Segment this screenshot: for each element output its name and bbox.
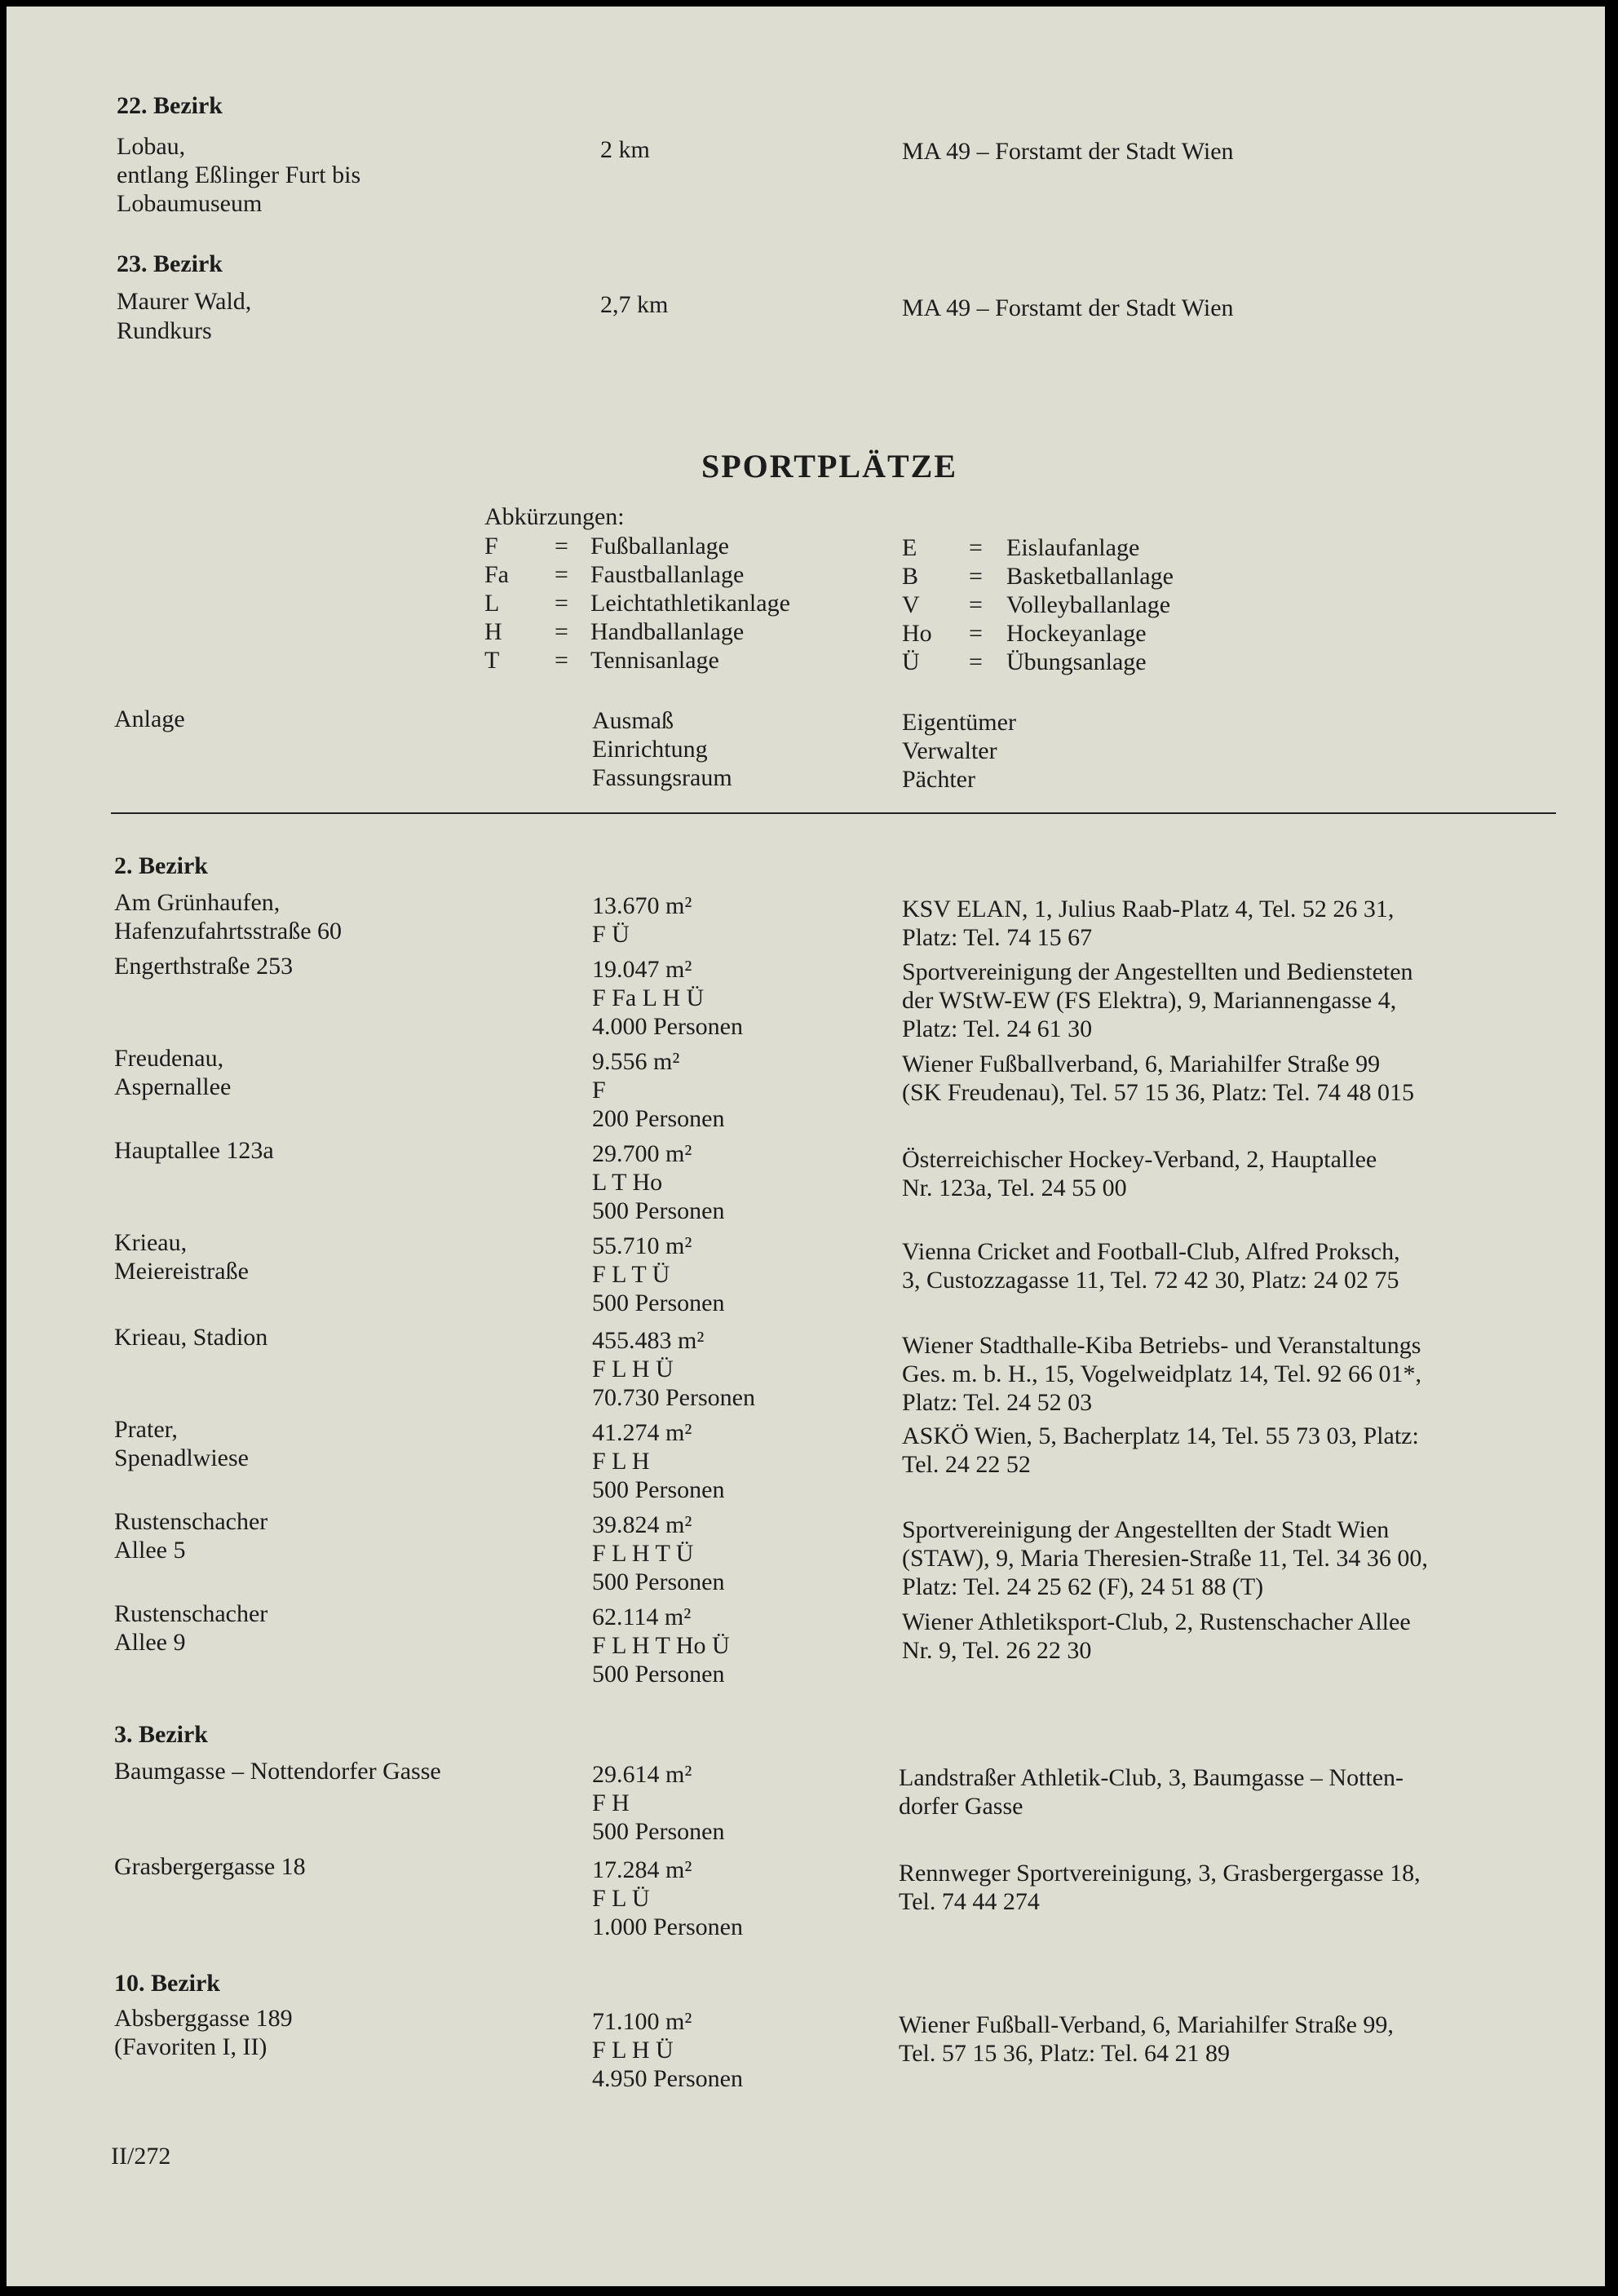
abbrev-code: H <box>484 618 502 645</box>
facility-owner: Nr. 123a, Tel. 24 55 00 <box>902 1175 1127 1201</box>
abbrev-code: Ü <box>902 648 920 675</box>
facility-details: 29.614 m² <box>592 1761 692 1788</box>
facility-owner: Platz: Tel. 24 61 30 <box>902 1015 1093 1042</box>
facility-details: 41.274 m² <box>592 1419 692 1446</box>
facility-name: Engerthstraße 253 <box>114 953 294 980</box>
abbrev-text: Leichtathletikanlage <box>590 590 790 617</box>
facility-details: 19.047 m² <box>592 956 692 983</box>
facility-name: Baumgasse – Nottendorfer Gasse <box>114 1758 441 1785</box>
abbrev-eq: = <box>555 590 568 617</box>
abbrev-text: Übungsanlage <box>1006 648 1147 675</box>
facility-name: Rustenschacher <box>114 1600 268 1627</box>
facility-details: L T Ho <box>592 1169 663 1196</box>
section-title: SPORTPLÄTZE <box>701 448 957 484</box>
facility-owner: Platz: Tel. 74 15 67 <box>902 924 1093 951</box>
abbrev-eq: = <box>555 533 568 560</box>
column-header-owner: Verwalter <box>902 737 997 764</box>
route-owner: MA 49 – Forstamt der Stadt Wien <box>902 294 1234 321</box>
facility-owner: ASKÖ Wien, 5, Bacherplatz 14, Tel. 55 73 03, Platz: <box>902 1422 1419 1449</box>
facility-owner: Tel. 57 15 36, Platz: Tel. 64 21 89 <box>899 2040 1231 2067</box>
facility-owner: Tel. 24 22 52 <box>902 1451 1031 1478</box>
page-number: II/272 <box>111 2143 171 2170</box>
facility-details: 500 Personen <box>592 1197 725 1224</box>
facility-details: 500 Personen <box>592 1818 725 1845</box>
facility-details: 500 Personen <box>592 1661 725 1688</box>
facility-details: F L T Ü <box>592 1261 670 1288</box>
facility-details: F L Ü <box>592 1885 650 1912</box>
route-owner: MA 49 – Forstamt der Stadt Wien <box>902 138 1234 165</box>
facility-details: 55.710 m² <box>592 1232 692 1259</box>
abbrev-code: V <box>902 591 920 618</box>
facility-owner: Sportvereinigung der Angestellten und Bediensteten <box>902 958 1413 985</box>
route-name: Lobau, <box>117 133 186 160</box>
facility-owner: 3, Custozzagasse 11, Tel. 72 42 30, Platz: 24 02 75 <box>902 1267 1399 1294</box>
facility-name: Krieau, <box>114 1229 188 1256</box>
facility-owner: Rennweger Sportvereinigung, 3, Grasbergergasse 18, <box>899 1860 1421 1887</box>
abbrev-eq: = <box>969 534 983 561</box>
facility-owner: Wiener Fußball-Verband, 6, Mariahilfer Straße 99, <box>899 2011 1394 2038</box>
facility-name: Aspernallee <box>114 1073 232 1100</box>
abbrev-text: Basketballanlage <box>1006 563 1174 590</box>
abbrev-eq: = <box>969 591 983 618</box>
facility-owner: Wiener Athletiksport-Club, 2, Rustenschacher Allee <box>902 1608 1411 1635</box>
facility-details: F L H T Ü <box>592 1540 694 1567</box>
facility-details: 71.100 m² <box>592 2008 692 2035</box>
facility-name: (Favoriten I, II) <box>114 2033 267 2060</box>
facility-name: Meiereistraße <box>114 1258 249 1285</box>
facility-name: Freudenau, <box>114 1045 224 1072</box>
facility-name: Allee 5 <box>114 1537 186 1564</box>
facility-details: F Fa L H Ü <box>592 984 705 1011</box>
route-name: Lobaumuseum <box>117 190 263 217</box>
facility-name: Hauptallee 123a <box>114 1137 274 1164</box>
abbreviations-label: Abkürzungen: <box>484 503 625 530</box>
facility-owner: (STAW), 9, Maria Theresien-Straße 11, Tel. 34 36 00, <box>902 1545 1428 1572</box>
district-heading: 10. Bezirk <box>114 1970 220 1997</box>
abbrev-text: Fußballanlage <box>590 533 729 560</box>
abbrev-text: Tennisanlage <box>590 647 719 674</box>
facility-name: Hafenzufahrtsstraße 60 <box>114 918 343 945</box>
abbrev-code: B <box>902 563 919 590</box>
facility-details: F L H Ü <box>592 2037 674 2064</box>
abbrev-code: E <box>902 534 917 561</box>
facility-details: 29.700 m² <box>592 1140 692 1167</box>
facility-details: 39.824 m² <box>592 1511 692 1538</box>
district-heading: 23. Bezirk <box>117 250 223 277</box>
facility-owner: Platz: Tel. 24 25 62 (F), 24 51 88 (T) <box>902 1573 1264 1600</box>
facility-owner: Nr. 9, Tel. 26 22 30 <box>902 1637 1092 1664</box>
facility-details: 500 Personen <box>592 1290 725 1316</box>
facility-details: F L H <box>592 1448 650 1475</box>
facility-owner: Tel. 74 44 274 <box>899 1888 1040 1915</box>
abbrev-eq: = <box>555 618 568 645</box>
header-divider <box>111 812 1556 814</box>
district-heading: 2. Bezirk <box>114 852 208 879</box>
facility-owner: Platz: Tel. 24 52 03 <box>902 1389 1093 1416</box>
facility-details: 70.730 Personen <box>592 1384 755 1411</box>
abbrev-code: Ho <box>902 620 932 647</box>
facility-details: F H <box>592 1789 630 1816</box>
abbrev-text: Faustballanlage <box>590 561 745 588</box>
facility-details: 455.483 m² <box>592 1327 705 1354</box>
facility-name: Spenadlwiese <box>114 1444 249 1471</box>
column-header-owner: Eigentümer <box>902 709 1016 736</box>
abbrev-eq: = <box>969 620 983 647</box>
facility-name: Rustenschacher <box>114 1508 268 1535</box>
facility-details: 4.950 Personen <box>592 2065 743 2092</box>
facility-owner: Ges. m. b. H., 15, Vogelweidplatz 14, Tel. 92 66 01*, <box>902 1360 1422 1387</box>
route-name: Maurer Wald, <box>117 288 252 315</box>
abbrev-eq: = <box>969 648 983 675</box>
abbrev-eq: = <box>555 561 568 588</box>
facility-name: Allee 9 <box>114 1629 186 1656</box>
abbrev-code: F <box>484 533 498 560</box>
column-header-size: Einrichtung <box>592 736 708 763</box>
abbrev-text: Eislaufanlage <box>1006 534 1140 561</box>
facility-details: 9.556 m² <box>592 1048 680 1075</box>
facility-name: Prater, <box>114 1416 178 1443</box>
facility-details: F L H T Ho Ü <box>592 1632 730 1659</box>
facility-details: 13.670 m² <box>592 892 692 919</box>
column-header-owner: Pächter <box>902 766 975 793</box>
column-header-size: Ausmaß <box>592 707 674 734</box>
abbrev-code: T <box>484 647 500 674</box>
facility-details: 62.114 m² <box>592 1604 692 1630</box>
abbrev-text: Hockeyanlage <box>1006 620 1147 647</box>
facility-details: 1.000 Personen <box>592 1913 743 1940</box>
route-length: 2,7 km <box>600 291 669 318</box>
facility-name: Am Grünhaufen, <box>114 889 281 916</box>
document-page <box>7 7 1605 2286</box>
route-name: entlang Eßlinger Furt bis <box>117 161 361 188</box>
facility-details: F L H Ü <box>592 1356 674 1382</box>
abbrev-eq: = <box>969 563 983 590</box>
route-name: Rundkurs <box>117 317 212 344</box>
column-header-size: Fassungsraum <box>592 764 732 791</box>
facility-details: 500 Personen <box>592 1568 725 1595</box>
facility-owner: Österreichischer Hockey-Verband, 2, Hauptallee <box>902 1146 1377 1173</box>
facility-name: Grasbergergasse 18 <box>114 1853 306 1880</box>
facility-name: Absberggasse 189 <box>114 2005 293 2032</box>
district-heading: 3. Bezirk <box>114 1721 208 1748</box>
abbrev-code: L <box>484 590 500 617</box>
facility-details: 4.000 Personen <box>592 1013 743 1040</box>
abbrev-text: Volleyballanlage <box>1006 591 1171 618</box>
facility-owner: Landstraßer Athletik-Club, 3, Baumgasse – Notten- <box>899 1764 1404 1791</box>
abbrev-eq: = <box>555 647 568 674</box>
facility-details: 17.284 m² <box>592 1856 692 1883</box>
facility-owner: Sportvereinigung der Angestellten der Stadt Wien <box>902 1516 1390 1543</box>
facility-owner: KSV ELAN, 1, Julius Raab-Platz 4, Tel. 52 26 31, <box>902 896 1395 922</box>
facility-details: 500 Personen <box>592 1476 725 1503</box>
facility-details: F <box>592 1077 606 1104</box>
facility-details: F Ü <box>592 921 630 948</box>
column-header-anlage: Anlage <box>114 706 185 732</box>
facility-details: 200 Personen <box>592 1105 725 1132</box>
facility-owner: dorfer Gasse <box>899 1793 1023 1820</box>
facility-owner: (SK Freudenau), Tel. 57 15 36, Platz: Tel. 74 48 015 <box>902 1079 1414 1106</box>
facility-name: Krieau, Stadion <box>114 1324 268 1351</box>
facility-owner: Wiener Stadthalle-Kiba Betriebs- und Veranstaltungs <box>902 1332 1421 1359</box>
abbrev-code: Fa <box>484 561 509 588</box>
route-length: 2 km <box>600 136 650 163</box>
district-heading: 22. Bezirk <box>117 92 223 119</box>
abbrev-text: Handballanlage <box>590 618 745 645</box>
facility-owner: Wiener Fußballverband, 6, Mariahilfer Straße 99 <box>902 1051 1381 1077</box>
facility-owner: der WStW-EW (FS Elektra), 9, Mariannengasse 4, <box>902 987 1397 1014</box>
facility-owner: Vienna Cricket and Football-Club, Alfred Proksch, <box>902 1238 1400 1265</box>
